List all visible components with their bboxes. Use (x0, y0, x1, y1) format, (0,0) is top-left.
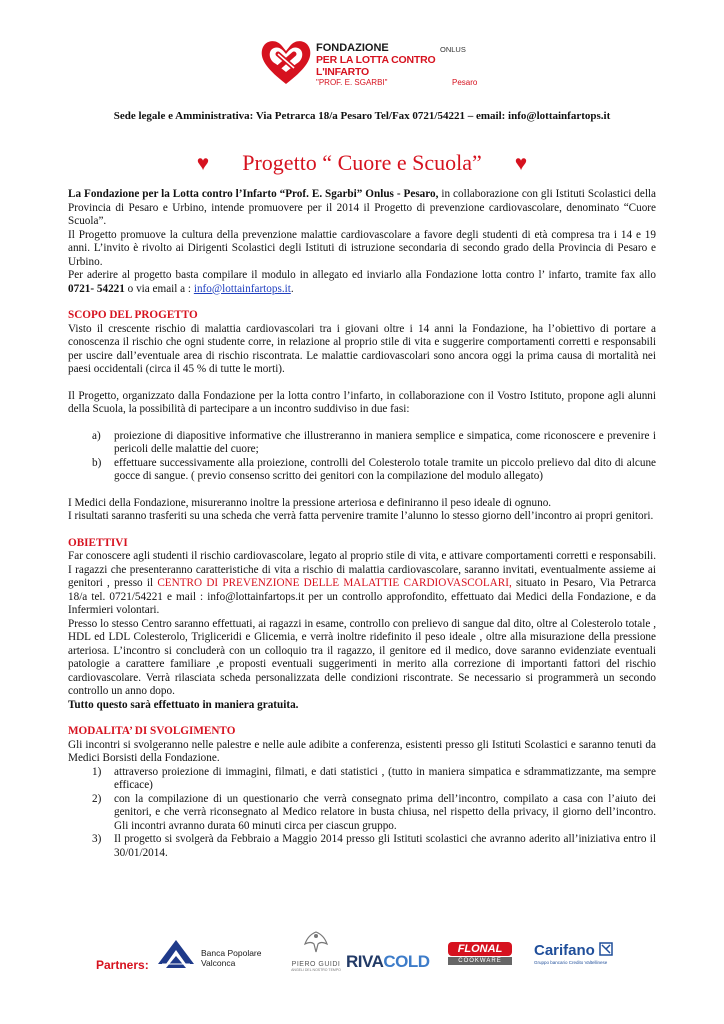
list-item-text: proiezione di diapositive informative che illustreranno in maniera semplice e simpatica, come riconoscere e prevenire i pericoli delle malattie del cuore; (114, 429, 656, 455)
rivacold-a: RIVA (346, 952, 384, 971)
logo-city: Pesaro (452, 78, 478, 87)
list-item (92, 430, 656, 457)
intro-paragraph-2: Il Progetto promuove la cultura della prevenzione malattie cardiovascolare a favore degli studenti di età compresa tra i 14 e 19 anni. L’invito è rivolto ai Dirigenti Scolastici degli Istituti di istruzione secondaria di secondo grado della Provincia di Pesaro e Urbino. (68, 228, 656, 268)
bpv-line1: Banca Popolare (201, 948, 262, 958)
list-item (92, 793, 656, 834)
list-item (92, 766, 656, 793)
list-item-text: effettuare successivamente alla proiezione, controlli del Colesterolo totale tramite un piccolo prelievo dal dito di alcune gocce di sangue. ( previo consenso scritto dei genitori con la compilazione del modulo allegato) (114, 456, 656, 482)
obiettivi-paragraph-3 (68, 699, 656, 713)
document-body (68, 188, 656, 860)
legal-address: Sede legale e Amministrativa: Via Petrarca 18/a Pesaro Tel/Fax 0721/54221 – email: info@lottainfartops.it (113, 110, 611, 122)
partners-bar (96, 930, 636, 978)
angel-icon (301, 930, 331, 954)
list-item-text: con la compilazione di un questionario che verrà consegnato prima dell’incontro, compilato a casa con l’aiuto dei genitori, e che verrà riconsegnato al Medico relatore in busta chiusa, nel rispetto della privacy, il giorno dell’incontro. Gli incontri avranno durata 60 minuti circa per ciascun gruppo. (114, 792, 656, 832)
flonal-name: FLONAL (448, 942, 512, 956)
logo-subtitle: PER LA LOTTA CONTRO L'INFARTO (316, 54, 436, 78)
obiettivi-text: situato in Pesaro, Via Petrarca 18/a tel. 0721/54221 e mail : info@lottainfartops.it per un controllo approfondito, effettuato dai Medici della Fondazione, e da Infermieri volontari. (68, 577, 657, 616)
logo-title: FONDAZIONE (316, 42, 389, 54)
piero-guidi-name: PIERO GUIDI (291, 961, 341, 968)
modalita-list (68, 766, 656, 861)
list-item-text: Il progetto si svolgerà da Febbraio a Maggio 2014 presso gli Istituti scolastici che avranno aderito all’iniziativa entro il 30/01/2014. (114, 833, 656, 859)
carifano-name: Carifano (534, 942, 595, 959)
title-text: Progetto “ Cuore e Scuola” (242, 150, 482, 175)
scopo-list (68, 430, 656, 484)
fax-number: 0721- 54221 (68, 282, 125, 295)
list-marker: a) (92, 429, 101, 442)
document-title (60, 150, 664, 176)
piero-guidi-tagline: ANGELI DEL NOSTRO TEMPO (291, 968, 341, 972)
banca-popolare-valconca-logo-icon (156, 934, 196, 974)
rivacold-b: COLD (383, 952, 430, 971)
flonal-logo (448, 942, 512, 965)
bpv-name (201, 948, 262, 968)
intro-lead: La Fondazione per la Lotta contro l’Infarto “Prof. E. Sgarbi” Onlus - Pesaro, (68, 188, 439, 200)
carifano-logo (534, 942, 613, 965)
obiettivi-paragraph (68, 550, 656, 618)
intro-text: Per aderire al progetto basta compilare il modulo in allegato ed inviarlo alla Fondazione lotta contro l’ infarto, tramite fax allo (68, 269, 656, 281)
heart-chain-icon (258, 34, 314, 90)
carifano-tagline: Gruppo bancario Credito Valtellinese (534, 960, 608, 965)
logo-name: "PROF. E. SGARBI" (316, 78, 388, 87)
modalita-paragraph: Gli incontri si svolgeranno nelle palestre e nelle aule adibite a conferenza, esistenti presso gli Istituti Scolastici e saranno tenuti da Medici Borsisti della Fondazione. (68, 738, 656, 764)
intro-text: . (290, 282, 294, 295)
piero-guidi-logo (286, 930, 346, 972)
section-heading-scopo: SCOPO DEL PROGETTO (68, 309, 198, 321)
list-marker: 2) (92, 792, 102, 805)
bpv-line2: Valconca (201, 958, 236, 968)
rivacold-logo (346, 952, 430, 972)
carifano-mark-icon (599, 942, 613, 956)
obiettivi-text: Far conoscere agli studenti il rischio cardiovascolare, legato al proprio stile di vita, e attivare comportamenti corretti e responsabili. I ragazzi che presenteranno caratteristiche di vita a rischio di malattia cardiovascolare, saranno invitati, eventualmente assieme ai genitori , presso il (68, 550, 656, 589)
fondazione-logo (258, 34, 488, 90)
email-link[interactable]: info@lottainfartops.it (193, 282, 291, 295)
list-marker: 1) (92, 765, 102, 778)
scopo-paragraph-4: I risultati saranno trasferiti su una scheda che verrà fatta pervenire tramite l’alunno lo stesso giorno dell’incontro ai propri genitori. (68, 510, 654, 522)
partners-label: Partners: (96, 958, 149, 972)
intro-text: in collaborazione con gli Istituti Scolastici della Provincia di Pesaro e Urbino, intende promuovere per il 2014 il Progetto di prevenzione cardiovascolare, denominato “Cuore Scuola”. (68, 188, 657, 227)
scopo-paragraph: Visto il crescente rischio di malattia cardiovascolari tra i giovani oltre i 14 anni la Fondazione, ha l’obiettivo di portare a conoscenza il rischio che ogni studente corre, in relazione al proprio stile di vita e suggerire comportamenti corretti e responsabili per uscire dall’eventuale area di rischio riscontrata. Le malattie cardiovascolari sono ancora oggi la prima causa di mortalità nei paesi occidentali (circa il 45 % di tutte le morti). (68, 322, 656, 375)
list-item-text: attraverso proiezione di immagini, filmati, e dati statistici , (tutto in maniera simpatica e sdrammatizzante, ma sempre efficace) (114, 765, 656, 791)
logo-onlus: ONLUS (440, 45, 466, 54)
free-notice: Tutto questo sarà effettuato in maniera gratuita. (68, 698, 299, 711)
scopo-paragraph-2: Il Progetto, organizzato dalla Fondazione per la lotta contro l’infarto, in collaborazione con il Vostro Istituto, propone agli alunni della Scuola, la possibilità di partecipare a un incontro suddiviso in due fasi: (68, 389, 656, 415)
list-item (92, 833, 656, 860)
intro-text: o via email a : (124, 282, 194, 295)
section-heading-modalita: MODALITA’ DI SVOLGIMENTO (68, 725, 236, 737)
obiettivi-paragraph-2: Presso lo stesso Centro saranno effettuati, ai ragazzi in esame, controllo con prelievo di sangue dal dito, oltre al Colesterolo totale , HDL ed LDL Colesterolo, Trigliceridi e Glicemia, e verrà inoltre ridefinito il peso ideale , oltre alla misurazione della pressione arteriosa. L’incontro si concluderà con un colloquio tra il ragazzo, il genitore ed il medico, dove saranno evidenziate eventuali patologie a carattere familiare ,e proposti eventuali suggerimenti in merito alla correzione di importanti fattori del rischio cardiovascolare. Verrà rilasciata scheda personalizzata delle condizioni riscontrate. Se necessario si programmerà un secondo controllo un anno dopo. (68, 617, 656, 697)
heart-icon: ♥ (196, 151, 210, 175)
heart-icon: ♥ (514, 151, 528, 175)
list-item (92, 457, 656, 484)
intro-paragraph-3 (68, 269, 656, 296)
flonal-tagline: COOKWARE (448, 957, 512, 965)
centro-name: CENTRO DI PREVENZIONE DELLE MALATTIE CARDIOVASCOLARI, (157, 577, 512, 589)
intro-paragraph (68, 188, 656, 229)
list-marker: 3) (92, 833, 102, 845)
scopo-paragraph-3: I Medici della Fondazione, misureranno inoltre la pressione arteriosa e definiranno il peso ideale di ognuno. (68, 496, 552, 509)
list-marker: b) (92, 456, 102, 469)
section-heading-obiettivi: OBIETTIVI (68, 536, 128, 549)
